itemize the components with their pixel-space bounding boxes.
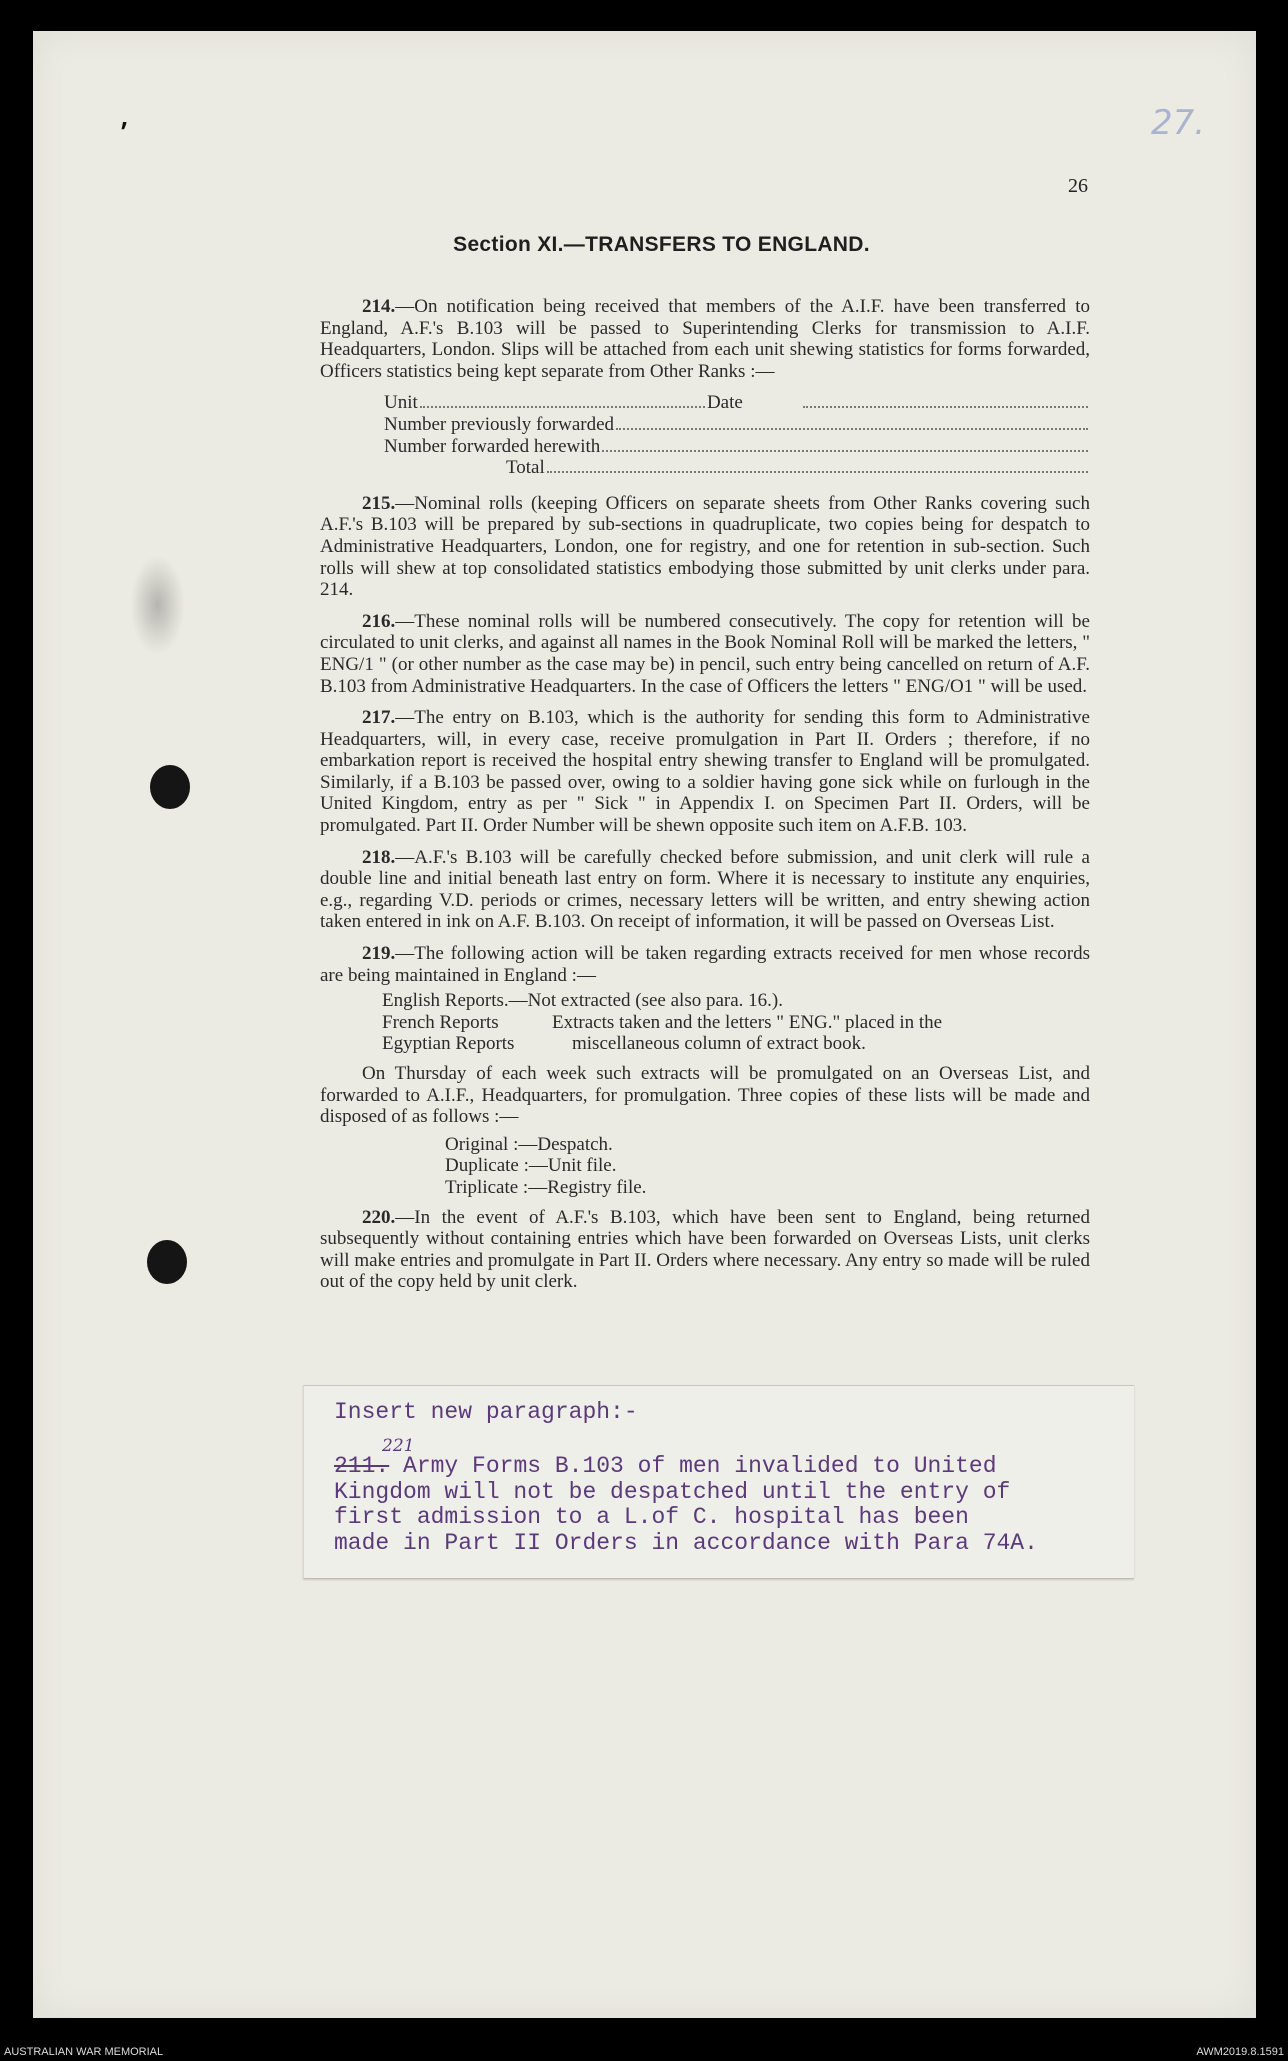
paragraph-text: —The following action will be taken regarding extracts received for men whose records are being maintained in England :—: [320, 943, 1090, 986]
form-label-previous: Number previously forwarded: [384, 413, 615, 435]
slip-line-4: made in Part II Orders in accordance with Para 74A.: [334, 1529, 1038, 1556]
paragraph-text: —In the event of A.F.'s B.103, which have been sent to England, being returned subsequently without containing entries which have been forwarded on Overseas Lists, unit clerks will make entries and promulgate in Part II. Orders where necessary. Any entry so made will be ruled out of the copy held by unit clerk.: [320, 1206, 1090, 1293]
form-label-date: Date: [706, 392, 743, 414]
paragraph-219-continued: On Thursday of each week such extracts will be promulgated on an Overseas List, and forwarded to A.I.F., Headquarters, for promulgation. Three copies of these lists will be made and disposed of as follows :—: [320, 1063, 1090, 1128]
paragraph-214: [320, 296, 1090, 382]
french-reports-label: French Reports: [382, 1011, 499, 1033]
slip-heading: Insert new paragraph:-: [334, 1399, 638, 1425]
form-label-unit: Unit: [384, 392, 418, 414]
footer-accession-number: AWM2019.8.1591: [1196, 2046, 1284, 2058]
footer-institution: AUSTRALIAN WAR MEMORIAL: [4, 2046, 164, 2058]
paragraph-text: —On notification being received that members of the A.I.F. have been transferred to England, A.F.'s B.103 will be passed to Superintending Clerks for transmission to A.I.F. Headquarters, London. Slips will be attached from each unit shewing statistics for forms forwarded, Officers statistics being kept separate from Other Ranks :—: [320, 296, 1090, 382]
statistics-form: [384, 392, 1090, 478]
reports-list: [382, 990, 1090, 1055]
form-label-herewith: Number forwarded herewith: [384, 435, 601, 457]
form-line-total: [384, 457, 1090, 479]
paragraph-217: [320, 707, 1090, 837]
paragraph-text: —These nominal rolls will be numbered consecutively. The copy for retention will be circulated to unit clerks, and against all names in the Book Nominal Roll will be marked the letters, " ENG/1 " (or other number as the case may be) in pencil, such entry being cancelled on return of A.F. B.103 from Administrative Headquarters. In the case of Officers the letters " ENG/O1 " will be used.: [320, 610, 1090, 697]
paragraph-216: [320, 611, 1090, 697]
pencil-page-mark: 27.: [1151, 103, 1206, 143]
extracts-text-1: Extracts taken and the letters " ENG." placed in the: [552, 1011, 943, 1033]
paragraph-218: [320, 847, 1090, 933]
french-reports-line: [382, 1012, 1090, 1034]
egyptian-reports-label: Egyptian Reports: [382, 1033, 515, 1055]
paragraph-text: —The entry on B.103, which is the authority for sending this form to Administrative Headquarters, will, in every case, receive promulgation in Part II. Orders ; therefore, if no embarkation report is received the hospital entry shewing transfer to England will be promulgated. Similarly, if a B.103 be passed over, owing to a soldier having gone sick while on furlough in the United Kingdom, entry as per " Sick " in Appendix I. on Specimen Part II. Orders, will be promulgated. Part II. Order Number will be shewn opposite such item on A.F.B. 103.: [320, 707, 1090, 837]
document-body: [320, 296, 1090, 1303]
ink-smudge: [130, 555, 185, 655]
form-line-herewith: [384, 436, 1090, 458]
slip-line-1: [334, 1454, 997, 1480]
handwritten-paragraph-number: 221: [382, 1436, 415, 1456]
extracts-text-2: miscellaneous column of extract book.: [572, 1033, 866, 1055]
slip-line-3: first admission to a L.of C. hospital has been: [334, 1504, 969, 1530]
paragraph-number: 217.: [362, 707, 396, 729]
paragraph-text: —Nominal rolls (keeping Officers on separate sheets from Other Ranks covering such A.F.'s B.103 will be prepared by sub-sections in quadruplicate, two copies being for despatch to Administrative Headquarters, London, one for registry, and one for retention in sub-section. Such rolls will shew at top consolidated statistics embodying those submitted by unit clerks under para. 214.: [320, 492, 1090, 601]
english-reports-line: English Reports.—Not extracted (see also para. 16.).: [382, 990, 783, 1012]
dotted-line: [616, 428, 1088, 430]
page-number: 26: [1068, 175, 1088, 197]
dotted-line: [803, 406, 1088, 408]
dotted-line: [420, 406, 705, 408]
struck-paragraph-number: 211.: [334, 1453, 390, 1479]
paragraph-220: [320, 1207, 1090, 1293]
copy-original: Original :—Despatch.: [445, 1133, 613, 1155]
punch-hole-top: [150, 765, 190, 809]
dotted-line: [602, 450, 1088, 452]
form-label-total: Total: [506, 457, 545, 479]
form-line-unit: [384, 392, 1090, 414]
paragraph-number: 218.: [362, 846, 396, 868]
section-title: Section XI.—TRANSFERS TO ENGLAND.: [453, 233, 870, 256]
slip-line-2: Kingdom will not be despatched until the entry of: [334, 1478, 1011, 1505]
paragraph-219: [320, 943, 1090, 986]
paragraph-number: 214.: [362, 296, 396, 317]
pasted-amendment-slip: [303, 1385, 1134, 1579]
slip-line-1-text: Army Forms B.103 of men invalided to United: [389, 1453, 997, 1479]
egyptian-reports-line: [382, 1033, 1090, 1055]
dotted-line: [547, 471, 1088, 473]
paragraph-number: 216.: [362, 610, 396, 632]
punch-hole-bottom: [147, 1240, 187, 1284]
paragraph-number: 220.: [362, 1206, 396, 1228]
paragraph-215: [320, 493, 1090, 601]
copy-duplicate: Duplicate :—Unit file.: [445, 1155, 617, 1177]
paragraph-number: 219.: [362, 943, 396, 965]
copies-list: [445, 1134, 1090, 1199]
paragraph-number: 215.: [362, 492, 396, 514]
ink-mark: ⸴: [121, 106, 128, 135]
paragraph-text: —A.F.'s B.103 will be carefully checked before submission, and unit clerk will rule a double line and initial beneath last entry on form. Where it is necessary to institute any enquiries, e.g., regarding V.D. periods or crimes, necessary letters will be written, and entry shewing action taken entered in ink on A.F. B.103. On receipt of information, it will be passed on Overseas List.: [320, 846, 1090, 933]
copy-triplicate: Triplicate :—Registry file.: [445, 1176, 647, 1198]
form-line-previous: [384, 414, 1090, 436]
